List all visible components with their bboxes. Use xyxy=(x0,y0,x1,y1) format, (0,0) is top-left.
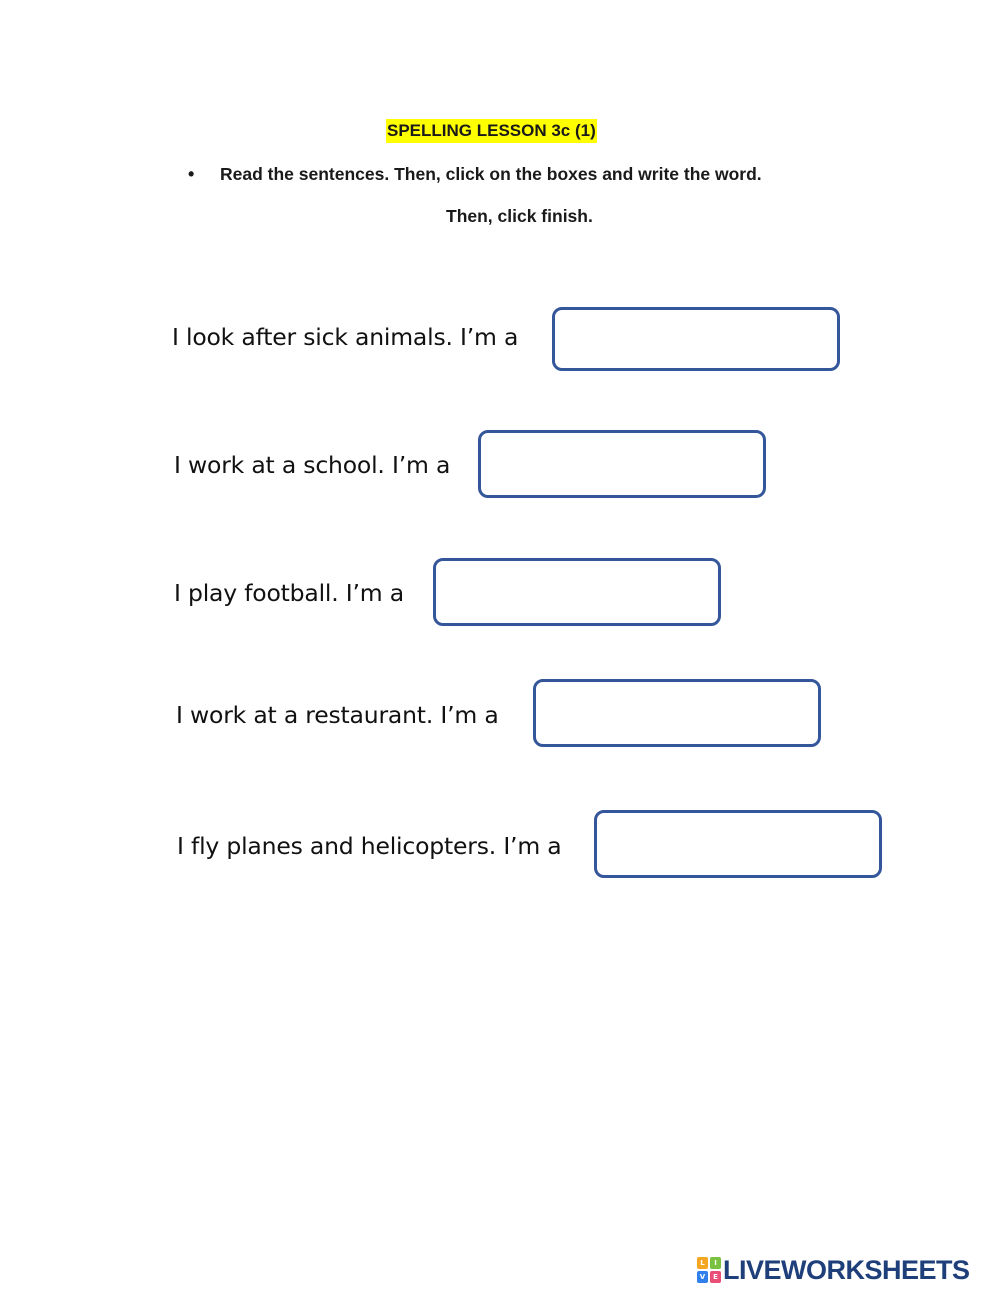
answer-box-4[interactable] xyxy=(533,679,821,747)
answer-box-5[interactable] xyxy=(594,810,882,878)
logo-block-i: I xyxy=(710,1257,721,1269)
logo-text: LIVEWORKSHEETS xyxy=(723,1254,970,1285)
liveworksheets-logo xyxy=(697,1255,970,1285)
answer-box-2[interactable] xyxy=(478,430,766,498)
live-blocks-icon xyxy=(697,1257,721,1283)
instruction-line-1 xyxy=(188,161,762,187)
instruction-line-2: Then, click finish. xyxy=(446,206,593,226)
logo-block-v: V xyxy=(697,1271,708,1283)
answer-box-1[interactable] xyxy=(552,307,840,371)
sentence-1: I look after sick animals. I’m a xyxy=(172,323,519,351)
sentence-3: I play football. I’m a xyxy=(174,579,404,607)
sentence-4: I work at a restaurant. I’m a xyxy=(176,701,499,729)
sentence-5: I fly planes and helicopters. I’m a xyxy=(177,832,562,860)
sentence-2: I work at a school. I’m a xyxy=(174,451,451,479)
bullet-icon: • xyxy=(188,164,195,184)
logo-block-e: E xyxy=(710,1271,721,1283)
logo-block-l: L xyxy=(697,1257,708,1269)
page-title: SPELLING LESSON 3c (1) xyxy=(386,119,597,143)
answer-box-3[interactable] xyxy=(433,558,721,626)
instruction-text: Read the sentences. Then, click on the boxes and write the word. xyxy=(220,164,762,184)
